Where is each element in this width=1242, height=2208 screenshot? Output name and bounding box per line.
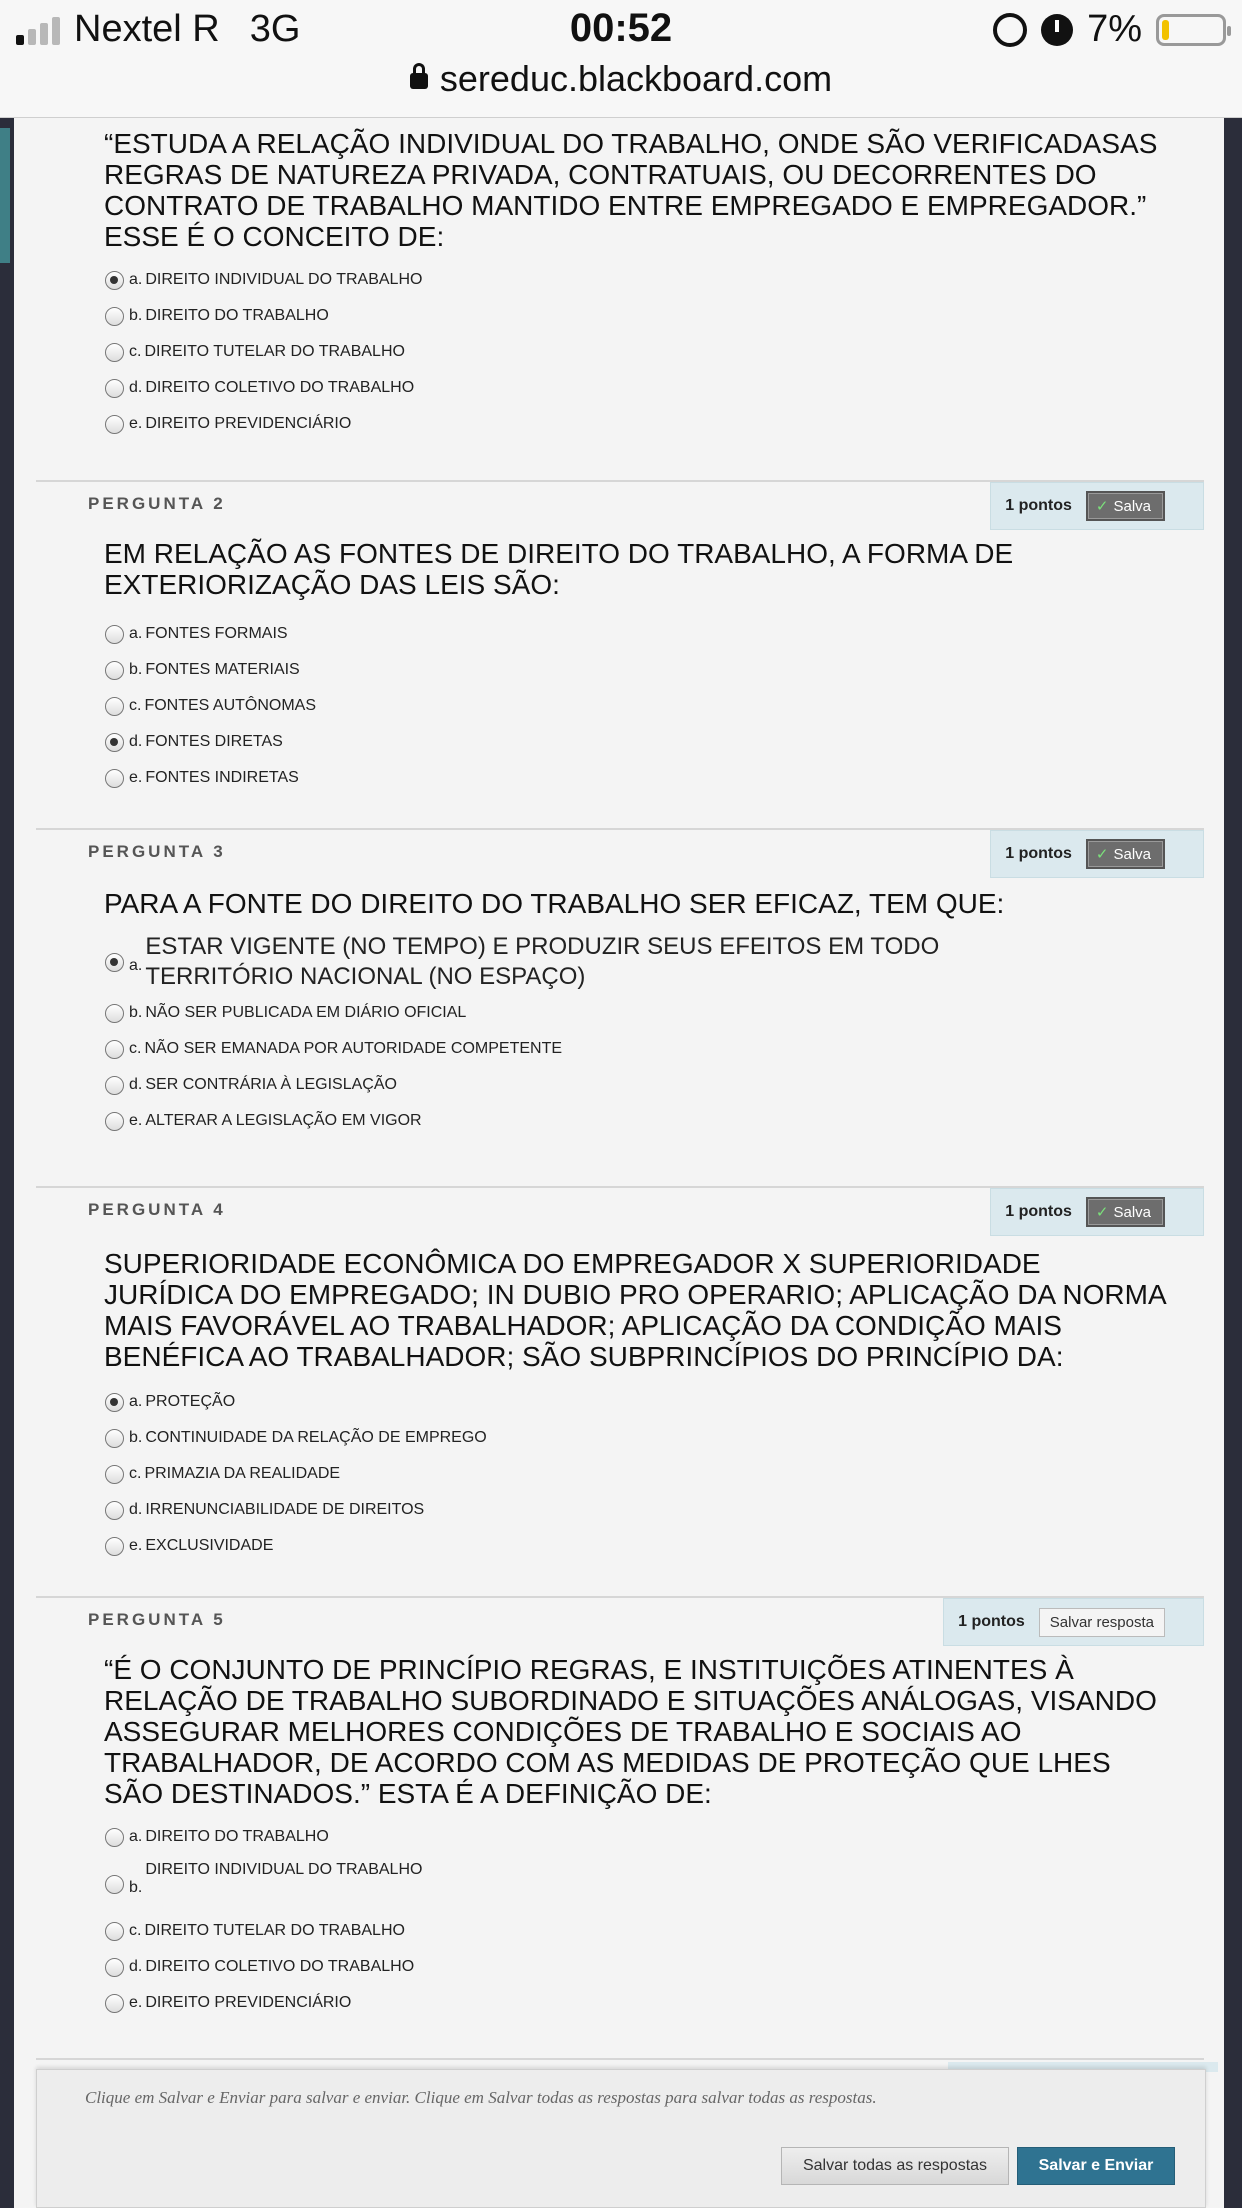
submit-footer	[36, 2069, 1206, 2208]
option-letter: b.	[129, 1879, 143, 1896]
question-label: PERGUNTA 5	[88, 1610, 226, 1629]
left-rail	[0, 118, 14, 2208]
saved-label: Salva	[1113, 846, 1151, 863]
alarm-icon	[1041, 14, 1073, 46]
question-2	[36, 480, 1204, 796]
option-text: NÃO SER PUBLICADA EM DIÁRIO OFICIAL	[145, 1004, 467, 1021]
check-icon: ✓	[1095, 498, 1109, 515]
question-text: “ESTUDA A RELAÇÃO INDIVIDUAL DO TRABALHO, ONDE SÃO VERIFICADASAS REGRAS DE NATUREZA PRIVADA, CONTRATUAIS, OU DECORRENTES DO CONTRATO DE TRABALHO MANTIDO ENTRE EMPREGADO E EMPREGADOR.” ESSE É O CONCEITO DE:	[104, 128, 1158, 252]
option-text: DIREITO DO TRABALHO	[145, 1828, 329, 1845]
option-letter: b.	[129, 307, 143, 324]
option-d[interactable]	[105, 1949, 1204, 1985]
option-c[interactable]	[105, 688, 1204, 724]
option-a[interactable]	[105, 1384, 1204, 1420]
next-question-divider	[36, 2058, 1204, 2060]
radio-button[interactable]	[105, 1004, 124, 1023]
carrier-name: Nextel R	[74, 8, 220, 50]
question-text: “É O CONJUNTO DE PRINCÍPIO REGRAS, E INSTITUIÇÕES ATINENTES À RELAÇÃO DE TRABALHO SUBORDINADO E SITUAÇÕES ANÁLOGAS, VISANDO ASSEGURAR MELHORES CONDIÇÕES DE TRABALHO E SOCIAIS AO TRABALHADOR, DE ACORDO COM AS MEDIDAS DE PROTEÇÃO QUE LHES SÃO DESTINADOS.” ESTA É A DEFINIÇÃO DE:	[104, 1654, 1157, 1809]
radio-button[interactable]	[105, 1828, 124, 1847]
option-c[interactable]	[105, 1031, 1204, 1067]
points-box	[990, 1188, 1204, 1236]
saved-label: Salva	[1113, 498, 1151, 515]
option-letter: a.	[129, 1828, 143, 1845]
option-text: NÃO SER EMANADA POR AUTORIDADE COMPETENTE	[144, 1040, 563, 1057]
option-d[interactable]	[105, 1492, 1204, 1528]
status-right	[993, 8, 1226, 51]
answer-options	[105, 1384, 1204, 1564]
question-3	[36, 828, 1204, 1139]
option-c[interactable]	[105, 334, 1204, 370]
save-answer-button[interactable]: Salvar resposta	[1039, 1608, 1165, 1637]
option-letter: e.	[129, 415, 143, 432]
option-e[interactable]	[105, 1528, 1204, 1564]
lock-icon	[410, 73, 428, 89]
answer-options	[105, 929, 1204, 1139]
radio-button[interactable]	[105, 1429, 124, 1448]
option-text: DIREITO TUTELAR DO TRABALHO	[144, 1922, 405, 1939]
points-label: 1 pontos	[958, 1613, 1025, 1630]
option-b[interactable]	[105, 995, 1204, 1031]
question-label: PERGUNTA 3	[88, 842, 226, 861]
option-text: DIREITO TUTELAR DO TRABALHO	[144, 343, 405, 360]
url-text: sereduc.blackboard.com	[439, 58, 833, 99]
answer-options	[105, 616, 1204, 796]
option-e[interactable]	[105, 760, 1204, 796]
option-text: DIREITO COLETIVO DO TRABALHO	[145, 1958, 415, 1975]
option-text: DIREITO PREVIDENCIÁRIO	[145, 1994, 352, 2011]
check-icon: ✓	[1095, 846, 1109, 863]
radio-button[interactable]	[105, 661, 124, 680]
option-letter: a.	[129, 957, 143, 974]
option-c[interactable]	[105, 1456, 1204, 1492]
option-letter: d.	[129, 1076, 143, 1093]
question-4	[36, 1186, 1204, 1564]
option-text: FONTES INDIRETAS	[145, 769, 299, 786]
answer-options	[105, 1819, 1204, 2021]
points-label: 1 pontos	[1005, 845, 1072, 862]
option-text: ALTERAR A LEGISLAÇÃO EM VIGOR	[145, 1112, 422, 1129]
radio-button[interactable]	[105, 1875, 124, 1894]
check-icon: ✓	[1095, 1204, 1109, 1221]
option-letter: e.	[129, 1112, 143, 1129]
save-all-answers-button[interactable]: Salvar todas as respostas	[781, 2147, 1009, 2185]
option-letter: e.	[129, 769, 143, 786]
radio-button[interactable]	[105, 271, 124, 290]
option-b[interactable]	[105, 652, 1204, 688]
radio-button[interactable]	[105, 1537, 124, 1556]
radio-button[interactable]	[105, 1040, 124, 1059]
radio-button[interactable]	[105, 1958, 124, 1977]
option-a[interactable]	[105, 262, 1204, 298]
scroll-indicator	[0, 128, 10, 263]
option-a[interactable]	[105, 1819, 1204, 1855]
network-type: 3G	[249, 8, 301, 50]
option-a[interactable]	[105, 929, 1204, 995]
battery-percent: 7%	[1087, 8, 1142, 50]
option-letter: d.	[129, 733, 143, 750]
option-letter: b.	[129, 1429, 143, 1446]
option-d[interactable]	[105, 724, 1204, 760]
question-header	[36, 1596, 1204, 1646]
question-text: PARA A FONTE DO DIREITO DO TRABALHO SER EFICAZ, TEM QUE:	[104, 888, 1005, 919]
question-1	[36, 128, 1204, 442]
saved-button[interactable]	[1086, 491, 1165, 521]
status-bar	[0, 0, 1242, 118]
radio-button[interactable]	[105, 1112, 124, 1131]
option-d[interactable]	[105, 370, 1204, 406]
option-e[interactable]	[105, 1985, 1204, 2021]
saved-button[interactable]	[1086, 839, 1165, 869]
option-letter: b.	[129, 1004, 143, 1021]
option-text: FONTES MATERIAIS	[145, 661, 300, 678]
option-text: ESTAR VIGENTE (NO TEMPO) E PRODUZIR SEUS EFEITOS EM TODO TERRITÓRIO NACIONAL (NO ESPAÇO)	[145, 933, 940, 990]
option-text: CONTINUIDADE DA RELAÇÃO DE EMPREGO	[145, 1429, 487, 1446]
radio-button[interactable]	[105, 1465, 124, 1484]
save-and-submit-button[interactable]: Salvar e Enviar	[1017, 2147, 1175, 2185]
option-letter: c.	[129, 1040, 142, 1057]
option-letter: d.	[129, 379, 143, 396]
option-letter: d.	[129, 1501, 143, 1518]
option-text: PRIMAZIA DA REALIDADE	[144, 1465, 341, 1482]
radio-button[interactable]	[105, 343, 124, 362]
radio-button[interactable]	[105, 1994, 124, 2013]
option-e[interactable]	[105, 1103, 1204, 1139]
question-5	[36, 1596, 1204, 2021]
points-box	[990, 482, 1204, 530]
option-text: DIREITO COLETIVO DO TRABALHO	[145, 379, 415, 396]
option-letter: c.	[129, 1922, 142, 1939]
test-page	[14, 118, 1242, 2208]
radio-button[interactable]	[105, 1393, 124, 1412]
rotation-lock-icon	[993, 13, 1027, 47]
question-header	[36, 828, 1204, 878]
clock: 00:52	[569, 6, 673, 50]
option-letter: e.	[129, 1537, 143, 1554]
question-text: EM RELAÇÃO AS FONTES DE DIREITO DO TRABALHO, A FORMA DE EXTERIORIZAÇÃO DAS LEIS SÃO:	[104, 538, 1014, 600]
radio-button[interactable]	[105, 697, 124, 716]
question-header	[36, 1186, 1204, 1236]
radio-button[interactable]	[105, 379, 124, 398]
option-text: EXCLUSIVIDADE	[145, 1537, 274, 1554]
option-letter: c.	[129, 1465, 142, 1482]
option-text: PROTEÇÃO	[145, 1393, 236, 1410]
option-text: FONTES DIRETAS	[145, 733, 283, 750]
question-label: PERGUNTA 4	[88, 1200, 226, 1219]
option-letter: c.	[129, 343, 142, 360]
option-e[interactable]	[105, 406, 1204, 442]
option-text: FONTES AUTÔNOMAS	[144, 697, 317, 714]
radio-button[interactable]	[105, 1922, 124, 1941]
radio-button[interactable]	[105, 953, 124, 972]
option-letter: c.	[129, 697, 142, 714]
option-text: FONTES FORMAIS	[145, 625, 288, 642]
points-label: 1 pontos	[1005, 1203, 1072, 1220]
option-d[interactable]	[105, 1067, 1204, 1103]
option-text: DIREITO INDIVIDUAL DO TRABALHO	[145, 271, 423, 288]
address-bar[interactable]	[0, 58, 1242, 100]
answer-options	[105, 262, 1204, 442]
radio-button[interactable]	[105, 307, 124, 326]
right-edge	[1224, 118, 1242, 2208]
option-text: DIREITO PREVIDENCIÁRIO	[145, 415, 352, 432]
radio-button[interactable]	[105, 1076, 124, 1095]
battery-icon	[1156, 14, 1226, 46]
radio-button[interactable]	[105, 1501, 124, 1520]
option-letter: b.	[129, 661, 143, 678]
option-letter: a.	[129, 271, 143, 288]
points-label: 1 pontos	[1005, 497, 1072, 514]
option-text: DIREITO INDIVIDUAL DO TRABALHO	[145, 1861, 423, 1878]
saved-button[interactable]	[1086, 1197, 1165, 1227]
question-text: SUPERIORIDADE ECONÔMICA DO EMPREGADOR X SUPERIORIDADE JURÍDICA DO EMPREGADO; IN DUBIO PRO OPERARIO; APLICAÇÃO DA NORMA MAIS FAVORÁVEL AO TRABALHADOR; APLICAÇÃO DA CONDIÇÃO MAIS BENÉFICA AO TRABALHADOR; SÃO SUBPRINCÍPIOS DO PRINCÍPIO DA:	[104, 1248, 1166, 1372]
radio-button[interactable]	[105, 769, 124, 788]
option-letter: e.	[129, 1994, 143, 2011]
footer-hint: Clique em Salvar e Enviar para salvar e enviar. Clique em Salvar todas as respostas para salvar todas as respostas.	[85, 2088, 877, 2107]
radio-button[interactable]	[105, 415, 124, 434]
option-b[interactable]	[105, 1420, 1204, 1456]
question-header	[36, 480, 1204, 530]
radio-button[interactable]	[105, 733, 124, 752]
saved-label: Salva	[1113, 1204, 1151, 1221]
option-b[interactable]	[105, 1855, 1204, 1913]
points-box	[990, 830, 1204, 878]
option-a[interactable]	[105, 616, 1204, 652]
option-c[interactable]	[105, 1913, 1204, 1949]
option-letter: a.	[129, 625, 143, 642]
points-box	[943, 1598, 1204, 1646]
option-text: DIREITO DO TRABALHO	[145, 307, 329, 324]
option-text: IRRENUNCIABILIDADE DE DIREITOS	[145, 1501, 425, 1518]
question-label: PERGUNTA 2	[88, 494, 226, 513]
option-b[interactable]	[105, 298, 1204, 334]
option-letter: a.	[129, 1393, 143, 1410]
option-text: SER CONTRÁRIA À LEGISLAÇÃO	[145, 1076, 397, 1093]
option-letter: d.	[129, 1958, 143, 1975]
radio-button[interactable]	[105, 625, 124, 644]
